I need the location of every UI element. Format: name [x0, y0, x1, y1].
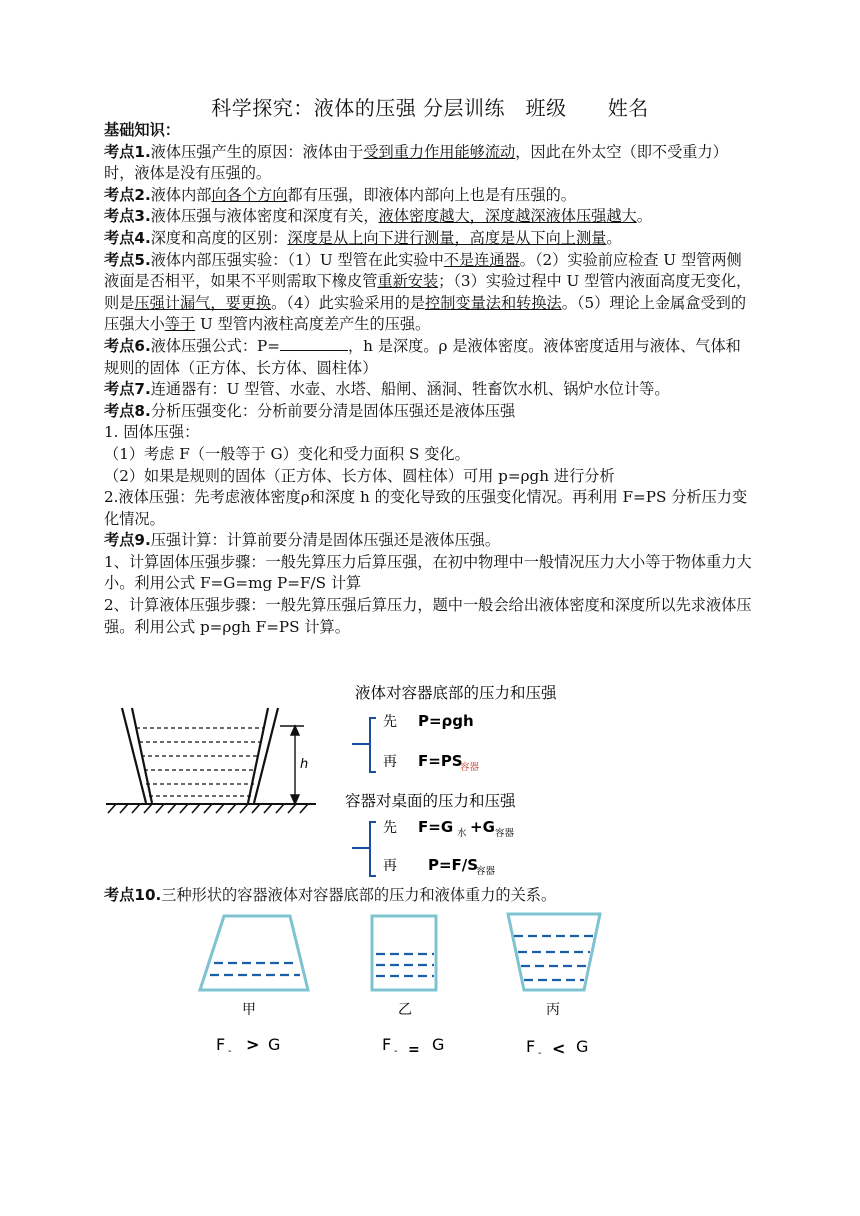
point-label: 考点4. [104, 228, 151, 247]
point-label: 考点8. [104, 401, 151, 420]
step1-formula: P=ρgh [418, 712, 474, 730]
text: ，h 是深度。ρ 是液体密度。液体密度适用与液体、气体和规则的固体（正方体、长方体、圆柱体） [104, 336, 741, 377]
step2-word: 再 [383, 754, 397, 770]
point-label: 考点3. [104, 207, 151, 226]
ground-hatch [106, 804, 316, 813]
underlined-text: 向各个方向 [211, 185, 288, 204]
step2-formula: F=PS [418, 752, 463, 770]
heading-liquid-bottom: 液体对容器底部的压力和压强 [355, 684, 557, 702]
point-9-liquid: 2、计算液体压强步骤：一般先算压强后算压力，题中一般会给出液体密度和深度所以先求液体压强。利用公式 p=ρgh F=PS 计算。 [104, 596, 752, 636]
liquid-level [514, 936, 594, 980]
container-yi [372, 916, 444, 1058]
relation-g: G [576, 1037, 589, 1056]
step3-sub-water: 水 [457, 828, 467, 839]
point-label: 考点9. [104, 531, 151, 550]
text: 。（5）理论上金属盒受到的压强大小 [104, 293, 747, 334]
liquid-level [210, 963, 300, 975]
relation-f: F [216, 1035, 226, 1054]
point-3 [104, 206, 756, 228]
h-label: h [300, 757, 309, 772]
step4-subscript: 容器 [476, 866, 496, 877]
section-heading: 基础知识： [104, 121, 180, 139]
point-label: 考点10. [104, 886, 162, 904]
point-8-liquid: 2.液体压强：先考虑液体密度ρ和深度 h 的变化导致的压强变化情况。再利用 F=PS 分析压力变化情况。 [104, 488, 748, 528]
step3-formula: F=G [418, 818, 454, 836]
step3-plus: +G [470, 818, 495, 836]
text: 液体压强产生的原因：液体由于 [150, 142, 364, 161]
underlined-text: 控制变量法和转换法 [425, 293, 562, 312]
container-name: 甲 [242, 1002, 256, 1018]
container-shapes-figure [190, 908, 630, 1068]
page-title: 科学探究：液体的压强 分层训练 班级 姓名 [211, 96, 649, 120]
step4-word: 再 [383, 858, 397, 874]
relation-f: F [526, 1037, 536, 1056]
point-10 [104, 884, 556, 905]
point-5 [104, 250, 756, 336]
point-2 [104, 185, 756, 207]
text: 液体压强与液体密度和深度有关， [150, 207, 379, 226]
point-8-solid-2: （2）如果是规则的固体（正方体、长方体、圆柱体）可用 p=ρgh 进行分析 [104, 466, 615, 485]
step1-word: 先 [383, 714, 397, 730]
point-label: 考点5. [104, 250, 151, 269]
text: 连通器有：U 型管、水壶、水塔、船闸、涵洞、牲畜饮水机、锅炉水位计等。 [150, 380, 670, 399]
heading-container-table: 容器对桌面的压力和压强 [345, 792, 516, 810]
relation-g: G [432, 1035, 445, 1054]
container-name: 乙 [398, 1002, 412, 1018]
text: 。（2）实验前应检查 U 型管两侧液面是否相平，如果不平则需取下橡皮管 [104, 250, 742, 291]
document-body [104, 120, 756, 638]
text: ，因此在外太空（即不受重力）时，液体是没有压强的。 [104, 142, 728, 183]
underlined-text: 压强计漏气，要更换 [134, 293, 272, 312]
container-outline [200, 916, 308, 990]
text: 液体内部 [150, 185, 212, 204]
text: 分析压强变化：分析前要分清是固体压强还是液体压强 [150, 401, 516, 420]
point-1 [104, 142, 756, 185]
point-label: 考点7. [104, 380, 151, 399]
step4-formula: P=F/S [428, 856, 479, 874]
relation-sub: - [394, 1046, 398, 1057]
underlined-text: 液体密度越大，深度越深液体压强越大 [378, 207, 637, 226]
point-8-solid: 1. 固体压强： [104, 423, 200, 442]
text: 都有压强，即液体内部向上也是有压强的。 [287, 185, 576, 204]
text: 深度和高度的区别： [150, 228, 288, 247]
container-bing [508, 914, 600, 1059]
underlined-text: 等于 [164, 315, 196, 334]
liquid-lines [136, 728, 264, 796]
relation-sub: - [228, 1046, 232, 1057]
text: 。 [636, 207, 652, 226]
underlined-text: 深度是从上向下进行测量，高度是从下向上测量 [287, 228, 607, 247]
text: 液体内部压强实验：（1）U 型管在此实验中 [150, 250, 444, 269]
point-9 [104, 530, 756, 552]
step3-sub-container: 容器 [495, 828, 515, 839]
point-label: 考点2. [104, 185, 151, 204]
point-7 [104, 379, 756, 401]
container-name: 丙 [546, 1002, 560, 1018]
point-label: 考点1. [104, 142, 151, 161]
text: 。（4）此实验采用的是 [271, 293, 426, 312]
text: 三种形状的容器液体对容器底部的压力和液体重力的关系。 [161, 886, 557, 904]
step2-subscript: 容器 [460, 762, 480, 773]
point-label: 考点6. [104, 336, 151, 355]
point-8 [104, 401, 756, 423]
point-9-solid: 1、计算固体压强步骤：一般先算压力后算压强，在初中物理中一般情况压力大小等于物体重力大小。利用公式 F=G=mg P=F/S 计算 [104, 552, 752, 593]
bracket-1 [352, 718, 376, 772]
bracket-2 [352, 822, 376, 876]
container-jia [200, 916, 308, 1057]
relation-op: = [408, 1042, 420, 1058]
text: 液体压强公式：P= [150, 336, 280, 355]
text: 。 [606, 228, 622, 247]
point-6 [104, 336, 756, 379]
relation-sub: - [538, 1048, 542, 1059]
point-4 [104, 228, 756, 250]
text: U 型管内液柱高度差产生的压强。 [195, 315, 431, 334]
relation-g: G [268, 1035, 281, 1054]
text: 压强计算：计算前要分清是固体压强还是液体压强。 [150, 531, 501, 550]
underlined-text: 受到重力作用能够流动 [363, 142, 516, 161]
fill-blank[interactable] [280, 336, 348, 351]
text: ；（3）实验过程中 U 型管内液面高度无变化，则是 [104, 272, 752, 312]
relation-f: F [382, 1035, 392, 1054]
relation-op: < [552, 1039, 566, 1058]
point-8-solid-1: （1）考虑 F（一般等于 G）变化和受力面积 S 变化。 [104, 444, 470, 463]
relation-op: > [246, 1035, 260, 1054]
underlined-text: 重新安装 [377, 272, 439, 291]
pressure-formula-figure [100, 680, 660, 880]
underlined-text: 不是连通器 [443, 250, 520, 269]
step3-word: 先 [383, 820, 397, 836]
liquid-level [376, 954, 434, 976]
